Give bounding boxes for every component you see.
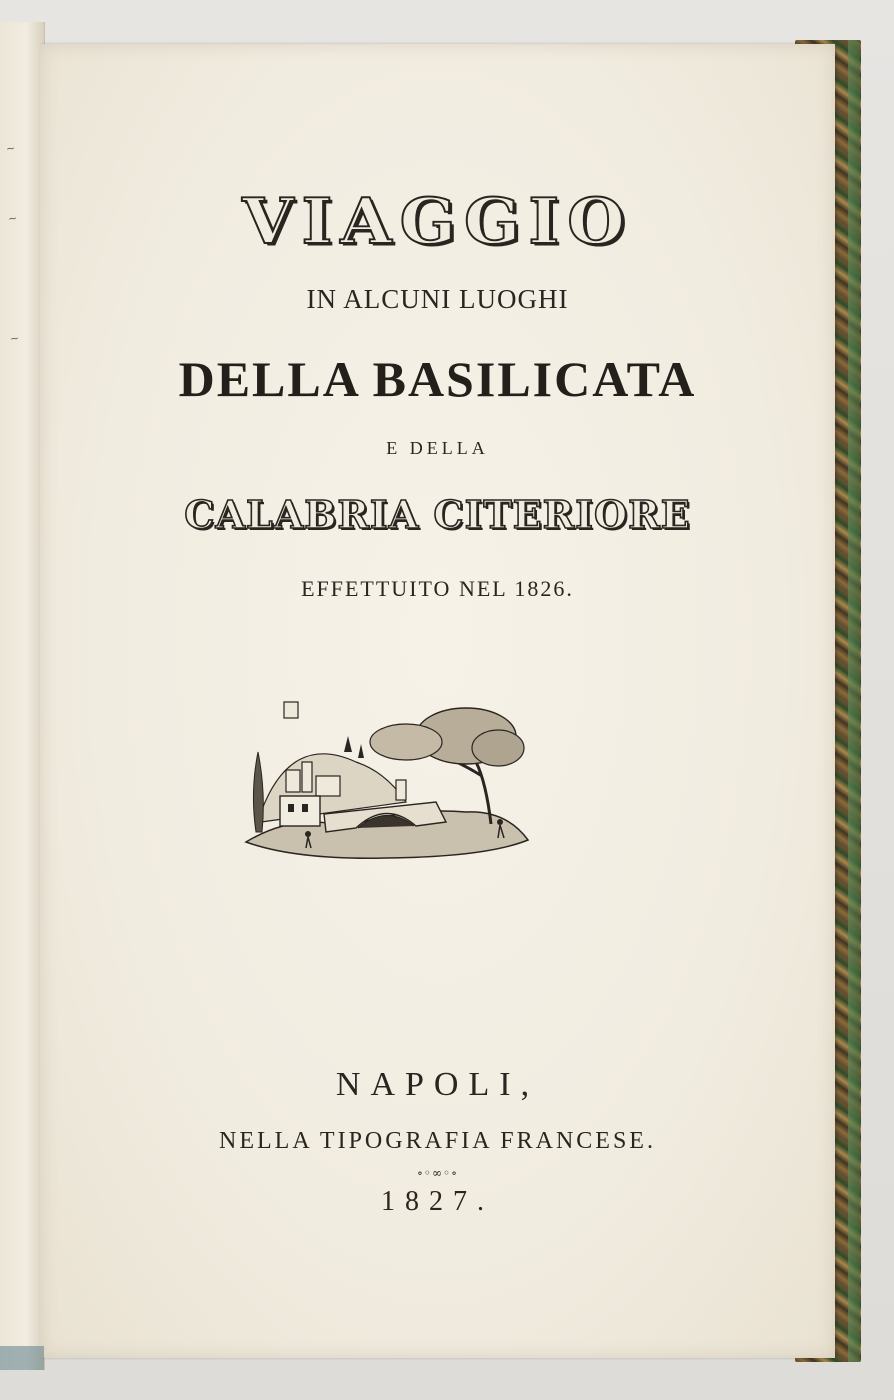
- subtitle-line: IN ALCUNI LUOGHI: [306, 284, 569, 314]
- subtitle-line-date: EFFETTUITO NEL 1826.: [301, 576, 574, 601]
- title-line-calabria: CALABRIA CITERIORE: [184, 492, 691, 537]
- landscape-vignette-icon: [236, 692, 536, 872]
- handwriting-mark: ~: [5, 141, 17, 156]
- imprint-printer: NELLA TIPOGRAFIA FRANCESE.: [219, 1128, 656, 1154]
- main-title: VIAGGIO: [242, 183, 633, 259]
- page-edge-tab: [0, 1346, 44, 1370]
- facing-page: [0, 22, 45, 1370]
- imprint-city: NAPOLI,: [335, 1066, 540, 1103]
- handwriting-mark: ~: [7, 211, 19, 226]
- imprint-year: 1827.: [381, 1186, 494, 1217]
- subtitle-line: E DELLA: [386, 438, 489, 458]
- board-edge: [848, 40, 860, 1362]
- title-line-basilicata: DELLA BASILICATA: [178, 351, 697, 407]
- imprint-ornament: ∘◦∞◦∘: [417, 1166, 458, 1180]
- title-page: [40, 44, 835, 1358]
- handwriting-mark: ~: [9, 331, 21, 346]
